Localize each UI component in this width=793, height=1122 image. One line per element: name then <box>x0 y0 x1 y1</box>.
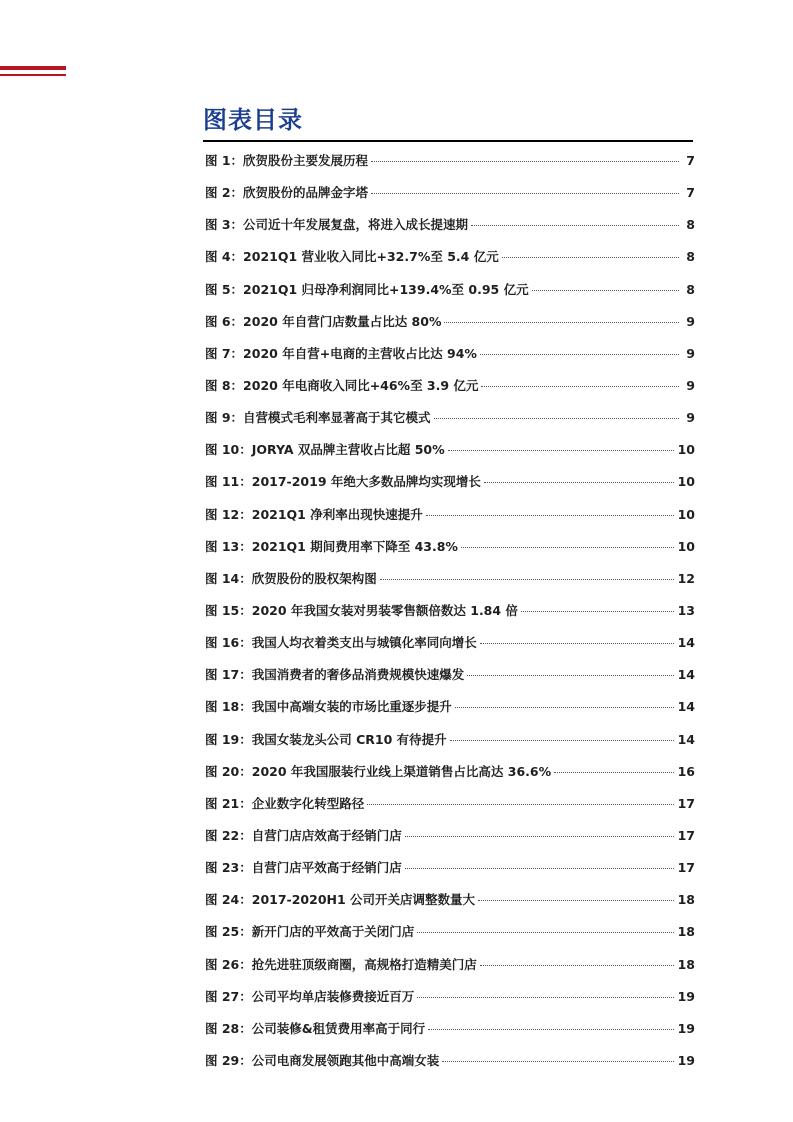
toc-entry[interactable] <box>205 247 695 279</box>
toc-entry[interactable] <box>205 601 695 633</box>
toc-entry[interactable] <box>205 344 695 376</box>
toc-entry-page-number: 14 <box>677 635 695 651</box>
toc-entry-page-number: 13 <box>677 602 695 618</box>
toc-entry[interactable] <box>205 408 695 440</box>
toc-entry-label: 图 9：自营模式毛利率显著高于其它模式 <box>205 410 431 426</box>
toc-entry-label: 图 6：2020 年自营门店数量占比达 80% <box>205 313 442 329</box>
toc-entry-label: 图 5：2021Q1 归母净利润同比+139.4%至 0.95 亿元 <box>205 281 529 297</box>
toc-dot-leader <box>450 739 674 741</box>
toc-dot-leader <box>442 1060 673 1062</box>
toc-entry-label: 图 10：JORYA 双品牌主营收占比超 50% <box>205 442 445 458</box>
toc-entry[interactable] <box>205 633 695 665</box>
toc-entry-page-number: 9 <box>686 345 695 361</box>
toc-entry[interactable] <box>205 826 695 858</box>
toc-entry-page-number: 16 <box>677 763 695 779</box>
toc-entry[interactable] <box>205 472 695 504</box>
toc-entry-page-number: 14 <box>677 667 695 683</box>
toc-entry[interactable] <box>205 312 695 344</box>
toc-entry-label: 图 7：2020 年自营+电商的主营收占比达 94% <box>205 345 477 361</box>
toc-entry-page-number: 7 <box>686 153 695 168</box>
toc-entry-label: 图 24：2017-2020H1 公司开关店调整数量大 <box>205 892 476 908</box>
toc-entry-label: 图 20：2020 年我国服装行业线上渠道销售占比高达 36.6% <box>205 763 552 779</box>
toc-entry-label: 图 11：2017-2019 年绝大多数品牌均实现增长 <box>205 474 481 490</box>
toc-dot-leader <box>405 835 674 837</box>
toc-entry-label: 图 17：我国消费者的奢侈品消费规模快速爆发 <box>205 667 465 683</box>
toc-dot-leader <box>532 289 679 291</box>
toc-dot-leader <box>444 321 679 323</box>
toc-dot-leader <box>426 514 674 516</box>
toc-dot-leader <box>480 353 679 355</box>
toc-entry[interactable] <box>205 280 695 312</box>
toc-entry[interactable] <box>205 183 695 215</box>
toc-dot-leader <box>467 674 673 676</box>
toc-entry[interactable] <box>205 730 695 762</box>
toc-dot-leader <box>471 224 679 226</box>
toc-entry-page-number: 17 <box>677 860 695 876</box>
toc-entry-label: 图 18：我国中高端女装的市场比重逐步提升 <box>205 699 452 715</box>
toc-dot-leader <box>371 192 679 194</box>
toc-dot-leader <box>428 1028 673 1030</box>
toc-entry-page-number: 8 <box>686 281 695 297</box>
toc-dot-leader <box>480 642 674 644</box>
toc-entry[interactable] <box>205 569 695 601</box>
toc-entry-page-number: 19 <box>677 1052 695 1068</box>
toc-entry-page-number: 18 <box>677 924 695 940</box>
toc-entry-page-number: 10 <box>677 538 695 554</box>
toc-entry-page-number: 19 <box>677 988 695 1004</box>
toc-entry[interactable] <box>205 922 695 954</box>
toc-entry[interactable] <box>205 376 695 408</box>
toc-entry-page-number: 10 <box>677 474 695 490</box>
toc-entry-page-number: 8 <box>686 217 695 233</box>
toc-entry[interactable] <box>205 537 695 569</box>
toc-dot-leader <box>417 996 673 998</box>
toc-entry-label: 图 2：欣贺股份的品牌金字塔 <box>205 185 369 201</box>
toc-entry-page-number: 18 <box>677 956 695 972</box>
toc-dot-leader <box>417 931 673 933</box>
toc-entry-page-number: 10 <box>677 442 695 458</box>
header-decor-bar-thin <box>0 74 66 76</box>
toc-entry-label: 图 22：自营门店店效高于经销门店 <box>205 827 402 843</box>
toc-dot-leader <box>434 417 679 419</box>
toc-entry-page-number: 12 <box>677 570 695 586</box>
toc-entry-page-number: 17 <box>677 827 695 843</box>
toc-entry-label: 图 8：2020 年电商收入同比+46%至 3.9 亿元 <box>205 377 479 393</box>
toc-dot-leader <box>461 546 674 548</box>
title-divider <box>203 140 693 142</box>
toc-entry-page-number: 10 <box>677 506 695 522</box>
toc-entry-label: 图 15：2020 年我国女装对男装零售额倍数达 1.84 倍 <box>205 602 518 618</box>
toc-entry-label: 图 16：我国人均衣着类支出与城镇化率同向增长 <box>205 635 477 651</box>
toc-entry-label: 图 27：公司平均单店装修费接近百万 <box>205 988 415 1004</box>
toc-dot-leader <box>478 899 674 901</box>
toc-entry-label: 图 26：抢先进驻顶级商圈，高规格打造精美门店 <box>205 956 477 972</box>
toc-entry-page-number: 17 <box>677 795 695 811</box>
toc-entry-label: 图 12：2021Q1 净利率出现快速提升 <box>205 506 423 522</box>
toc-entry[interactable] <box>205 697 695 729</box>
toc-entry[interactable] <box>205 794 695 826</box>
toc-entry[interactable] <box>205 858 695 890</box>
toc-dot-leader <box>367 803 673 805</box>
toc-entry-label: 图 4：2021Q1 营业收入同比+32.7%至 5.4 亿元 <box>205 249 499 265</box>
toc-dot-leader <box>448 449 674 451</box>
toc-entry-label: 图 23：自营门店平效高于经销门店 <box>205 860 402 876</box>
toc-dot-leader <box>521 610 674 612</box>
header-decor-bar-thick <box>0 66 66 70</box>
toc-dot-leader <box>484 481 674 483</box>
toc-entry[interactable] <box>205 505 695 537</box>
toc-entry-page-number: 18 <box>677 892 695 908</box>
toc-entry-page-number: 14 <box>677 731 695 747</box>
toc-entry[interactable] <box>205 987 695 1019</box>
toc-entry[interactable] <box>205 1051 695 1083</box>
toc-dot-leader <box>481 385 679 387</box>
toc-entry[interactable] <box>205 665 695 697</box>
toc-entry[interactable] <box>205 215 695 247</box>
toc-entry[interactable] <box>205 955 695 987</box>
toc-dot-leader <box>554 771 673 773</box>
toc-entry[interactable] <box>205 440 695 472</box>
toc-entry-label: 图 14：欣贺股份的股权架构图 <box>205 570 377 586</box>
toc-dot-leader <box>480 964 674 966</box>
toc-dot-leader <box>371 160 679 162</box>
toc-dot-leader <box>405 867 674 869</box>
toc-entry-label: 图 28：公司装修&租赁费用率高于同行 <box>205 1020 426 1036</box>
toc-entry-page-number: 8 <box>686 249 695 265</box>
toc-entry[interactable] <box>205 1019 695 1051</box>
toc-entry-page-number: 14 <box>677 699 695 715</box>
toc-entry-page-number: 19 <box>677 1020 695 1036</box>
toc-entry-label: 图 3：公司近十年发展复盘，将进入成长提速期 <box>205 217 469 233</box>
toc-entry[interactable] <box>205 151 695 183</box>
toc-entry-label: 图 13：2021Q1 期间费用率下降至 43.8% <box>205 538 458 554</box>
toc-entry-label: 图 19：我国女装龙头公司 CR10 有待提升 <box>205 731 447 747</box>
toc-dot-leader <box>455 706 674 708</box>
toc-entry-page-number: 9 <box>686 410 695 426</box>
figure-toc-list <box>205 151 695 1083</box>
toc-entry-label: 图 25：新开门店的平效高于关闭门店 <box>205 924 415 940</box>
toc-entry-label: 图 21：企业数字化转型路径 <box>205 795 365 811</box>
toc-dot-leader <box>502 256 679 258</box>
toc-dot-leader <box>380 578 674 580</box>
toc-entry-page-number: 9 <box>686 313 695 329</box>
toc-entry[interactable] <box>205 890 695 922</box>
toc-entry-label: 图 29：公司电商发展领跑其他中高端女装 <box>205 1052 440 1068</box>
toc-entry[interactable] <box>205 762 695 794</box>
toc-entry-page-number: 7 <box>686 185 695 201</box>
page-title: 图表目录 <box>203 106 303 134</box>
toc-entry-label: 图 1：欣贺股份主要发展历程 <box>205 153 369 168</box>
toc-entry-page-number: 9 <box>686 377 695 393</box>
